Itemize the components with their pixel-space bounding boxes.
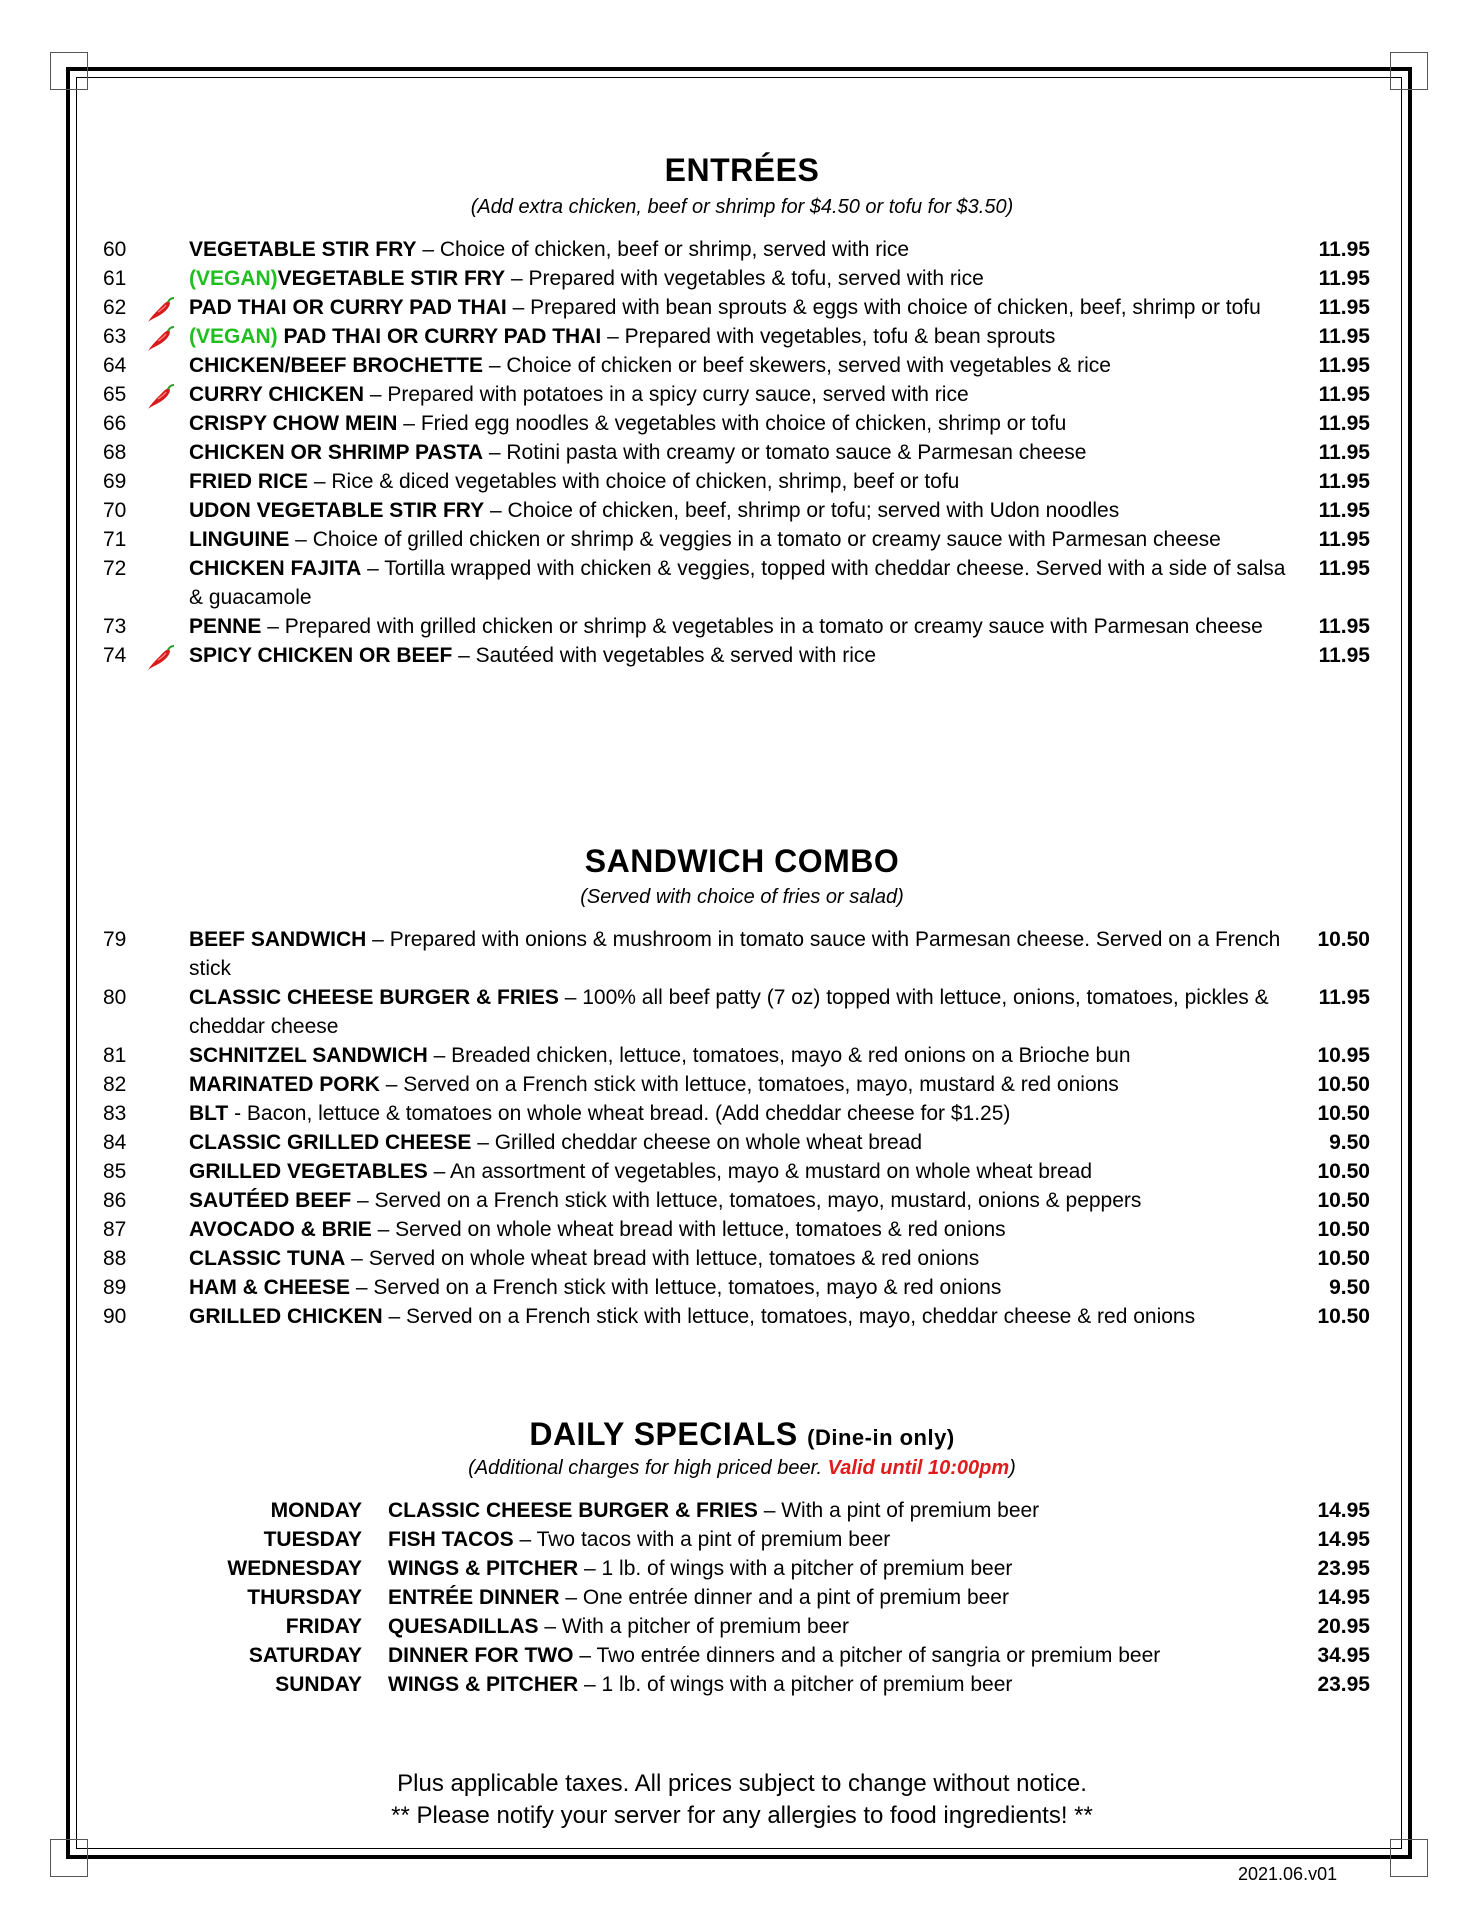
- item-number: 65: [103, 383, 127, 406]
- item-description: [189, 322, 1297, 351]
- item-price: 11.95: [1318, 296, 1370, 319]
- special-price: 14.95: [1317, 1586, 1370, 1609]
- item-description: [189, 293, 1297, 322]
- item-detail: – Served on a French stick with lettuce, tomatoes, mayo & red onions: [350, 1276, 1002, 1299]
- item-description: [189, 264, 1297, 293]
- special-item: [0, 1554, 1484, 1583]
- special-item: [0, 1670, 1484, 1699]
- item-detail: – Served on a French stick with lettuce, tomatoes, mayo, cheddar cheese & red onions: [382, 1305, 1196, 1328]
- item-number: 61: [103, 267, 127, 290]
- special-name: ENTRÉE DINNER: [388, 1586, 560, 1609]
- item-detail: – 100% all beef patty (7 oz) topped with lettuce, onions, tomatoes, pickles & cheddar cheese: [189, 986, 1269, 1038]
- item-number: 66: [103, 412, 127, 435]
- vegan-label: (VEGAN): [189, 325, 284, 348]
- sandwich-note: (Served with choice of fries or salad): [580, 886, 904, 908]
- menu-item: [0, 1099, 1484, 1128]
- item-number: 84: [103, 1131, 127, 1154]
- specials-title-suffix: (Dine-in only): [807, 1425, 955, 1450]
- special-price: 23.95: [1317, 1557, 1370, 1580]
- special-detail: – With a pint of premium beer: [757, 1499, 1040, 1522]
- item-name: BLT: [189, 1102, 229, 1125]
- item-name: CLASSIC GRILLED CHEESE: [189, 1131, 472, 1154]
- entrees-title: ENTRÉES: [664, 152, 820, 188]
- item-description: [189, 1215, 1297, 1244]
- item-detail: – Rice & diced vegetables with choice of chicken, shrimp, beef or tofu: [308, 470, 960, 493]
- item-name: CHICKEN OR SHRIMP PASTA: [189, 441, 484, 464]
- item-price: 11.95: [1318, 986, 1370, 1009]
- item-detail: – Choice of chicken, beef, shrimp or tofu; served with Udon noodles: [484, 499, 1120, 522]
- special-item: [0, 1583, 1484, 1612]
- item-number: 79: [103, 928, 127, 951]
- item-detail: – Choice of chicken, beef or shrimp, served with rice: [416, 238, 910, 261]
- chili-pepper-icon: [147, 645, 175, 671]
- item-number: 71: [103, 528, 127, 551]
- item-detail: – Prepared with grilled chicken or shrimp & vegetables in a tomato or creamy sauce with Parmesan cheese: [261, 615, 1263, 638]
- item-name: PAD THAI OR CURRY PAD THAI: [189, 296, 507, 319]
- item-price: 10.50: [1317, 928, 1370, 951]
- special-day: TUESDAY: [263, 1528, 362, 1551]
- item-description: [189, 467, 1297, 496]
- item-description: [189, 983, 1297, 1041]
- menu-item: [0, 1215, 1484, 1244]
- special-name: WINGS & PITCHER: [388, 1557, 579, 1580]
- item-number: 87: [103, 1218, 127, 1241]
- item-detail: – Served on a French stick with lettuce, tomatoes, mayo, mustard, onions & peppers: [351, 1189, 1142, 1212]
- footer-notice: [0, 1768, 1484, 1832]
- item-number: 81: [103, 1044, 127, 1067]
- item-detail: – Tortilla wrapped with chicken & veggies, topped with cheddar cheese. Served with a side of salsa & guacamole: [189, 557, 1286, 609]
- item-price: 11.95: [1318, 238, 1370, 261]
- item-detail: – Prepared with vegetables & tofu, served with rice: [505, 267, 984, 290]
- item-detail: – An assortment of vegetables, mayo & mustard on whole wheat bread: [427, 1160, 1093, 1183]
- menu-item: [0, 1302, 1484, 1331]
- special-name: QUESADILLAS: [388, 1615, 539, 1638]
- entrees-list: [0, 235, 1484, 670]
- item-number: 72: [103, 557, 127, 580]
- special-detail: – 1 lb. of wings with a pitcher of premium beer: [578, 1557, 1013, 1580]
- menu-item: [0, 380, 1484, 409]
- item-detail: – Served on whole wheat bread with lettuce, tomatoes & red onions: [371, 1218, 1006, 1241]
- special-item: [0, 1641, 1484, 1670]
- item-name: PENNE: [189, 615, 262, 638]
- menu-item: [0, 235, 1484, 264]
- item-description: [189, 496, 1297, 525]
- item-name: CHICKEN/BEEF BROCHETTE: [189, 354, 484, 377]
- sandwich-list: [0, 925, 1484, 1331]
- item-name: CRISPY CHOW MEIN: [189, 412, 398, 435]
- item-price: 10.50: [1317, 1073, 1370, 1096]
- specials-note-end: ): [1009, 1457, 1016, 1479]
- menu-item: [0, 438, 1484, 467]
- special-day: MONDAY: [270, 1499, 362, 1522]
- special-description: [388, 1670, 1288, 1699]
- menu-item: [0, 925, 1484, 983]
- item-detail: – Prepared with bean sprouts & eggs with choice of chicken, beef, shrimp or tofu: [506, 296, 1261, 319]
- item-number: 73: [103, 615, 127, 638]
- item-price: 11.95: [1318, 267, 1370, 290]
- item-description: [189, 351, 1297, 380]
- corner-ornament-bottom-left: [50, 1839, 88, 1877]
- specials-note-start: (Additional charges for high priced beer.: [468, 1457, 828, 1479]
- item-description: [189, 1186, 1297, 1215]
- specials-title-text: DAILY SPECIALS: [529, 1416, 798, 1452]
- item-name: SCHNITZEL SANDWICH: [189, 1044, 428, 1067]
- item-number: 88: [103, 1247, 127, 1270]
- item-number: 89: [103, 1276, 127, 1299]
- item-price: 10.50: [1317, 1189, 1370, 1212]
- corner-ornament-top-left: [50, 52, 88, 90]
- item-price: 10.50: [1317, 1247, 1370, 1270]
- item-number: 63: [103, 325, 127, 348]
- item-description: [189, 1070, 1297, 1099]
- special-description: [388, 1525, 1288, 1554]
- item-name: PAD THAI OR CURRY PAD THAI: [283, 325, 602, 348]
- item-price: 9.50: [1329, 1131, 1370, 1154]
- item-name: CLASSIC TUNA: [189, 1247, 346, 1270]
- item-detail: – Sautéed with vegetables & served with rice: [452, 644, 877, 667]
- menu-item: [0, 641, 1484, 670]
- item-price: 11.95: [1318, 412, 1370, 435]
- menu-item: [0, 1157, 1484, 1186]
- specials-list: [0, 1496, 1484, 1699]
- item-name: CURRY CHICKEN: [189, 383, 365, 406]
- item-name: VEGETABLE STIR FRY: [277, 267, 506, 290]
- menu-item: [0, 1273, 1484, 1302]
- sandwich-title: SANDWICH COMBO: [584, 843, 900, 879]
- item-detail: - Bacon, lettuce & tomatoes on whole wheat bread. (Add cheddar cheese for $1.25): [228, 1102, 1011, 1125]
- menu-item: [0, 1041, 1484, 1070]
- item-description: [189, 1302, 1297, 1331]
- menu-item: [0, 983, 1484, 1041]
- item-price: 10.50: [1317, 1218, 1370, 1241]
- item-detail: – Served on whole wheat bread with lettuce, tomatoes & red onions: [345, 1247, 980, 1270]
- item-name: SAUTÉED BEEF: [189, 1189, 352, 1212]
- item-name: CLASSIC CHEESE BURGER & FRIES: [189, 986, 559, 1009]
- menu-item: [0, 1186, 1484, 1215]
- version-label: 2021.06.v01: [1238, 1864, 1338, 1884]
- special-price: 14.95: [1317, 1499, 1370, 1522]
- vegan-label: (VEGAN): [189, 267, 278, 290]
- special-day: FRIDAY: [285, 1615, 362, 1638]
- item-number: 80: [103, 986, 127, 1009]
- footer-allergy-line: ** Please notify your server for any allergies to food ingredients! **: [391, 1802, 1093, 1829]
- item-name: AVOCADO & BRIE: [189, 1218, 372, 1241]
- item-price: 10.95: [1317, 1044, 1370, 1067]
- item-number: 64: [103, 354, 127, 377]
- menu-item: [0, 322, 1484, 351]
- item-description: [189, 1273, 1297, 1302]
- footer-taxes-line: Plus applicable taxes. All prices subject to change without notice.: [397, 1770, 1087, 1797]
- special-detail: – With a pitcher of premium beer: [538, 1615, 849, 1638]
- item-name: FRIED RICE: [189, 470, 309, 493]
- item-name: SPICY CHICKEN OR BEEF: [189, 644, 453, 667]
- item-detail: – Choice of grilled chicken or shrimp & veggies in a tomato or creamy sauce with Parmesan cheese: [289, 528, 1221, 551]
- item-price: 11.95: [1318, 470, 1370, 493]
- item-number: 86: [103, 1189, 127, 1212]
- menu-item: [0, 351, 1484, 380]
- item-name: MARINATED PORK: [189, 1073, 380, 1096]
- item-detail: – Grilled cheddar cheese on whole wheat bread: [471, 1131, 922, 1154]
- special-description: [388, 1496, 1288, 1525]
- special-description: [388, 1612, 1288, 1641]
- menu-item: [0, 496, 1484, 525]
- special-name: CLASSIC CHEESE BURGER & FRIES: [388, 1499, 758, 1522]
- special-price: 20.95: [1317, 1615, 1370, 1638]
- special-name: FISH TACOS: [388, 1528, 514, 1551]
- menu-item: [0, 612, 1484, 641]
- item-number: 62: [103, 296, 127, 319]
- specials-note-valid: Valid until 10:00pm: [827, 1457, 1010, 1479]
- item-price: 11.95: [1318, 644, 1370, 667]
- item-description: [189, 925, 1297, 983]
- item-description: [189, 554, 1297, 612]
- chili-pepper-icon: [147, 384, 175, 410]
- item-price: 11.95: [1318, 528, 1370, 551]
- item-price: 10.50: [1317, 1102, 1370, 1125]
- special-name: WINGS & PITCHER: [388, 1673, 579, 1696]
- special-price: 34.95: [1317, 1644, 1370, 1667]
- item-detail: – Fried egg noodles & vegetables with choice of chicken, shrimp or tofu: [397, 412, 1067, 435]
- menu-item: [0, 1244, 1484, 1273]
- item-price: 10.50: [1317, 1160, 1370, 1183]
- item-number: 70: [103, 499, 127, 522]
- item-name: HAM & CHEESE: [189, 1276, 351, 1299]
- item-name: UDON VEGETABLE STIR FRY: [189, 499, 485, 522]
- item-description: [189, 1041, 1297, 1070]
- special-name: DINNER FOR TWO: [388, 1644, 574, 1667]
- corner-ornament-bottom-right: [1390, 1839, 1428, 1877]
- item-price: 11.95: [1318, 499, 1370, 522]
- special-price: 14.95: [1317, 1528, 1370, 1551]
- item-price: 11.95: [1318, 325, 1370, 348]
- menu-item: [0, 1070, 1484, 1099]
- item-price: 11.95: [1318, 354, 1370, 377]
- item-description: [189, 380, 1297, 409]
- special-description: [388, 1641, 1288, 1670]
- chili-pepper-icon: [147, 326, 175, 352]
- specials-title: [0, 1416, 1484, 1453]
- special-item: [0, 1496, 1484, 1525]
- item-description: [189, 1157, 1297, 1186]
- menu-item: [0, 1128, 1484, 1157]
- specials-note: [0, 1457, 1484, 1480]
- special-day: WEDNESDAY: [227, 1557, 362, 1580]
- item-description: [189, 1128, 1297, 1157]
- item-description: [189, 235, 1297, 264]
- item-name: CHICKEN FAJITA: [189, 557, 362, 580]
- special-item: [0, 1612, 1484, 1641]
- menu-item: [0, 467, 1484, 496]
- special-description: [388, 1583, 1288, 1612]
- item-price: 11.95: [1318, 615, 1370, 638]
- item-detail: – Breaded chicken, lettuce, tomatoes, mayo & red onions on a Brioche bun: [427, 1044, 1131, 1067]
- item-detail: – Rotini pasta with creamy or tomato sauce & Parmesan cheese: [483, 441, 1087, 464]
- item-detail: – Choice of chicken or beef skewers, served with vegetables & rice: [483, 354, 1111, 377]
- corner-ornament-top-right: [1390, 52, 1428, 90]
- item-detail: – Prepared with potatoes in a spicy curry sauce, served with rice: [364, 383, 969, 406]
- special-detail: – 1 lb. of wings with a pitcher of premium beer: [578, 1673, 1013, 1696]
- item-price: 11.95: [1318, 383, 1370, 406]
- item-price: 10.50: [1317, 1305, 1370, 1328]
- item-name: BEEF SANDWICH: [189, 928, 367, 951]
- item-price: 9.50: [1329, 1276, 1370, 1299]
- item-description: [189, 1099, 1297, 1128]
- item-number: 83: [103, 1102, 127, 1125]
- item-description: [189, 525, 1297, 554]
- item-description: [189, 1244, 1297, 1273]
- menu-item: [0, 525, 1484, 554]
- special-description: [388, 1554, 1288, 1583]
- menu-item: [0, 554, 1484, 612]
- item-number: 85: [103, 1160, 127, 1183]
- item-detail: – Served on a French stick with lettuce, tomatoes, mayo, mustard & red onions: [379, 1073, 1119, 1096]
- item-description: [189, 438, 1297, 467]
- special-day: THURSDAY: [247, 1586, 362, 1609]
- special-price: 23.95: [1317, 1673, 1370, 1696]
- item-detail: – Prepared with vegetables, tofu & bean sprouts: [601, 325, 1056, 348]
- item-detail: – Prepared with onions & mushroom in tomato sauce with Parmesan cheese. Served on a French stick: [189, 928, 1281, 980]
- item-description: [189, 409, 1297, 438]
- special-detail: – One entrée dinner and a pint of premium beer: [559, 1586, 1009, 1609]
- chili-pepper-icon: [147, 297, 175, 323]
- special-day: SATURDAY: [248, 1644, 362, 1667]
- item-number: 82: [103, 1073, 127, 1096]
- special-detail: – Two entrée dinners and a pitcher of sangria or premium beer: [573, 1644, 1161, 1667]
- item-number: 90: [103, 1305, 127, 1328]
- entrees-note: (Add extra chicken, beef or shrimp for $4.50 or tofu for $3.50): [470, 196, 1014, 218]
- item-name: GRILLED CHICKEN: [189, 1305, 383, 1328]
- item-description: [189, 641, 1297, 670]
- item-name: GRILLED VEGETABLES: [189, 1160, 428, 1183]
- item-price: 11.95: [1318, 441, 1370, 464]
- special-item: [0, 1525, 1484, 1554]
- item-name: LINGUINE: [189, 528, 290, 551]
- menu-item: [0, 293, 1484, 322]
- special-detail: – Two tacos with a pint of premium beer: [513, 1528, 891, 1551]
- item-price: 11.95: [1318, 557, 1370, 580]
- item-number: 69: [103, 470, 127, 493]
- item-number: 74: [103, 644, 127, 667]
- special-day: SUNDAY: [275, 1673, 362, 1696]
- menu-item: [0, 264, 1484, 293]
- item-name: VEGETABLE STIR FRY: [189, 238, 417, 261]
- item-number: 60: [103, 238, 127, 261]
- menu-item: [0, 409, 1484, 438]
- item-number: 68: [103, 441, 127, 464]
- item-description: [189, 612, 1297, 641]
